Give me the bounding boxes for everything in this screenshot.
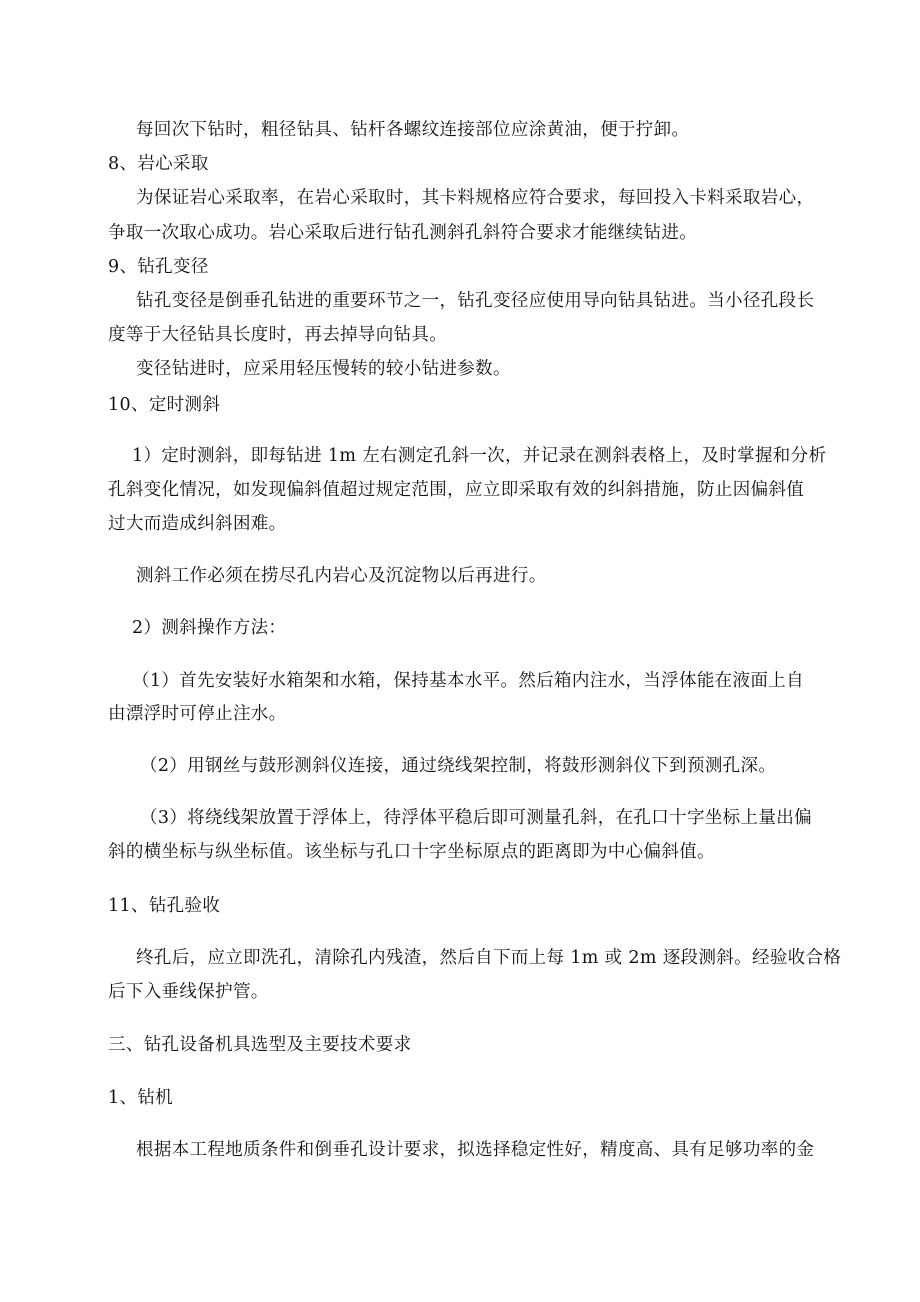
- section-heading: 1、钻机: [108, 1088, 174, 1108]
- paragraph-line: （1）首先安装好水箱架和水箱，保持基本水平。然后箱内注水，当浮体能在液面上自: [132, 671, 804, 691]
- paragraph-line: 根据本工程地质条件和倒垂孔设计要求，拟选择稳定性好，精度高、具有足够功率的金: [136, 1140, 815, 1160]
- paragraph-line: 为保证岩心采取率，在岩心采取时，其卡料规格应符合要求，每回投入卡料采取岩心，: [136, 188, 815, 208]
- paragraph-line: （3）将绕线架放置于浮体上，待浮体平稳后即可测量孔斜，在孔口十字坐标上量出偏: [140, 808, 812, 828]
- paragraph-line: 度等于大径钻具长度时，再去掉导向钻具。: [108, 325, 448, 345]
- paragraph-line: 测斜工作必须在捞尽孔内岩心及沉淀物以后再进行。: [136, 566, 547, 586]
- paragraph-line: 后下入垂线保护管。: [108, 982, 269, 1002]
- section-heading: 10、定时测斜: [108, 395, 221, 415]
- paragraph-line: （2）用钢丝与鼓形测斜仪连接，通过绕线架控制，将鼓形测斜仪下到预测孔深。: [140, 756, 777, 776]
- paragraph-line: 过大而造成纠斜困难。: [108, 514, 287, 534]
- paragraph-line: 1）定时测斜，即每钻进 1m 左右测定孔斜一次，并记录在测斜表格上，及时掌握和分析: [132, 446, 827, 466]
- paragraph-line: 孔斜变化情况，如发现偏斜值超过规定范围，应立即采取有效的纠斜措施，防止因偏斜值: [108, 480, 805, 500]
- section-heading: 8、岩心采取: [108, 154, 209, 174]
- section-heading: 9、钻孔变径: [108, 257, 209, 277]
- paragraph-line: 终孔后，应立即洗孔，清除孔内残渣，然后自下而上每 1m 或 2m 逐段测斜。经验收合格: [136, 948, 842, 968]
- paragraph-line: 2）测斜操作方法：: [132, 618, 287, 638]
- paragraph-line: 钻孔变径是倒垂孔钻进的重要环节之一，钻孔变径应使用导向钻具钻进。当小径孔段长: [136, 291, 815, 311]
- paragraph-line: 斜的横坐标与纵坐标值。该坐标与孔口十字坐标原点的距离即为中心偏斜值。: [108, 842, 715, 862]
- chapter-heading: 三、钻孔设备机具选型及主要技术要求: [108, 1035, 412, 1055]
- paragraph-line: 变径钻进时，应采用轻压慢转的较小钻进参数。: [136, 359, 511, 379]
- section-heading: 11、钻孔验收: [108, 896, 221, 916]
- paragraph-line: 每回次下钻时，粗径钻具、钻杆各螺纹连接部位应涂黄油，便于拧卸。: [136, 120, 690, 140]
- paragraph-line: 由漂浮时可停止注水。: [108, 704, 287, 724]
- paragraph-line: 争取一次取心成功。岩心采取后进行钻孔测斜孔斜符合要求才能继续钻进。: [108, 223, 698, 243]
